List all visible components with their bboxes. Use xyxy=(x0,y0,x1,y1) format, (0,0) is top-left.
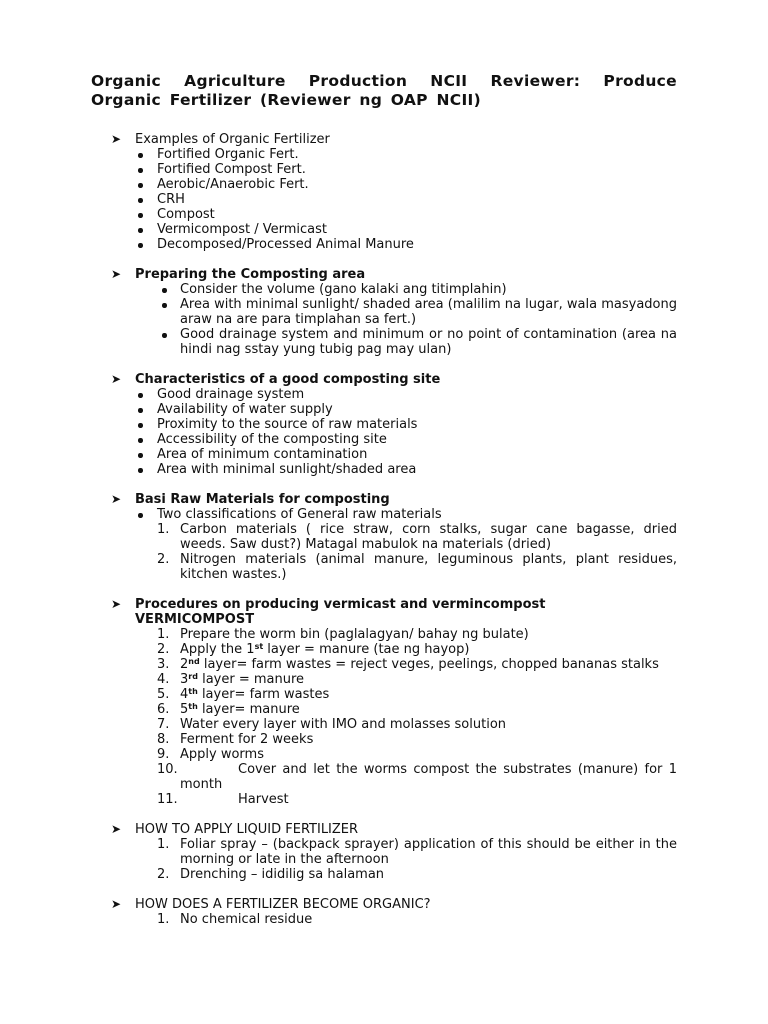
bullet-dot-icon xyxy=(138,228,143,233)
bullet-list xyxy=(91,507,677,522)
section-title: ➤ Examples of Organic Fertilizer xyxy=(111,132,330,147)
list-item: 1. Carbon materials ( rice straw, corn stalks, sugar cane bagasse, dried weeds. Saw dust?) Matagal mabulok na materials (dried) xyxy=(157,522,677,552)
section-title: ➤ Characteristics of a good composting site xyxy=(111,372,441,387)
section-subtitle: VERMICOMPOST xyxy=(135,612,255,627)
bullet-dot-icon xyxy=(138,453,143,458)
bullet-dot-icon xyxy=(138,393,143,398)
bullet-dot-icon xyxy=(138,243,143,248)
list-item: Decomposed/Processed Animal Manure xyxy=(91,237,677,252)
list-item: 9. Apply worms xyxy=(157,747,264,762)
arrow-bullet-icon: ➤ xyxy=(111,267,122,281)
arrow-bullet-icon: ➤ xyxy=(111,372,122,386)
list-item: 10. Cover and let the worms compost the substrates (manure) for 1 month xyxy=(157,762,677,792)
list-item: 3. 2nd layer= farm wastes = reject veges, peelings, chopped bananas stalks xyxy=(157,657,659,672)
document-title: Organic Agriculture Production NCII Reviewer: Produce Organic Fertilizer (Reviewer ng OAP NCII) xyxy=(91,72,677,109)
bullet-dot-icon xyxy=(138,423,143,428)
bullet-list xyxy=(91,147,677,252)
arrow-bullet-icon: ➤ xyxy=(111,822,122,836)
list-item: Aerobic/Anaerobic Fert. xyxy=(91,177,677,192)
list-item: Area with minimal sunlight/shaded area xyxy=(91,462,677,477)
section-characteristics xyxy=(91,372,677,477)
arrow-bullet-icon: ➤ xyxy=(111,897,122,911)
bullet-dot-icon xyxy=(138,408,143,413)
list-item: 4. 3rd layer = manure xyxy=(157,672,305,687)
list-item: Proximity to the source of raw materials xyxy=(91,417,677,432)
bullet-dot-icon xyxy=(138,153,143,158)
section-title: ➤ Basi Raw Materials for composting xyxy=(111,492,390,507)
arrow-bullet-icon: ➤ xyxy=(111,597,122,611)
list-item: Area with minimal sunlight/ shaded area (malilim na lugar, wala masyadong araw na are para timplahan sa fert.) xyxy=(91,297,677,327)
section-raw-materials xyxy=(91,492,677,582)
bullet-list xyxy=(91,282,677,357)
bullet-dot-icon xyxy=(138,168,143,173)
section-title: ➤ HOW DOES A FERTILIZER BECOME ORGANIC? xyxy=(111,897,431,912)
bullet-dot-icon xyxy=(138,213,143,218)
bullet-dot-icon xyxy=(138,183,143,188)
list-item: 2. Drenching – ididilig sa halaman xyxy=(157,867,385,882)
list-item: Area of minimum contamination xyxy=(91,447,677,462)
numbered-list xyxy=(91,522,677,582)
section-organic xyxy=(91,897,677,927)
list-item: 1. Foliar spray – (backpack sprayer) application of this should be either in the morning or late in the afternoon xyxy=(157,837,677,867)
numbered-list xyxy=(91,837,677,882)
list-item: 2. Nitrogen materials (animal manure, leguminous plants, plant residues, kitchen wastes.) xyxy=(157,552,677,582)
list-item: 1. No chemical residue xyxy=(157,912,313,927)
section-title: ➤ Preparing the Composting area xyxy=(111,267,366,282)
list-item: Two classifications of General raw materials xyxy=(91,507,677,522)
arrow-bullet-icon: ➤ xyxy=(111,492,122,506)
section-title: ➤ Procedures on producing vermicast and vermincompost xyxy=(111,597,546,612)
list-item: Good drainage system xyxy=(91,387,677,402)
arrow-bullet-icon: ➤ xyxy=(111,132,122,146)
list-item: Compost xyxy=(91,207,677,222)
bullet-dot-icon xyxy=(138,513,143,518)
section-preparing xyxy=(91,267,677,357)
list-item: 11. Harvest xyxy=(157,792,289,807)
list-item: 7. Water every layer with IMO and molasses solution xyxy=(157,717,507,732)
section-examples xyxy=(91,132,677,252)
list-item: 1. Prepare the worm bin (paglalagyan/ bahay ng bulate) xyxy=(157,627,529,642)
list-item: Good drainage system and minimum or no point of contamination (area na hindi nag sstay yung tubig pag may ulan) xyxy=(91,327,677,357)
list-item: 8. Ferment for 2 weeks xyxy=(157,732,314,747)
numbered-list xyxy=(91,627,677,807)
list-item: 5. 4th layer= farm wastes xyxy=(157,687,330,702)
bullet-dot-icon xyxy=(138,468,143,473)
list-item: Fortified Compost Fert. xyxy=(91,162,677,177)
list-item: Vermicompost / Vermicast xyxy=(91,222,677,237)
list-item: Fortified Organic Fert. xyxy=(91,147,677,162)
list-item: Consider the volume (gano kalaki ang titimplahin) xyxy=(91,282,677,297)
bullet-dot-icon xyxy=(162,288,167,293)
list-item: Availability of water supply xyxy=(91,402,677,417)
bullet-dot-icon xyxy=(138,198,143,203)
bullet-list xyxy=(91,387,677,477)
bullet-dot-icon xyxy=(162,333,167,338)
bullet-dot-icon xyxy=(162,303,167,308)
list-item: 2. Apply the 1st layer = manure (tae ng hayop) xyxy=(157,642,470,657)
bullet-dot-icon xyxy=(138,438,143,443)
section-procedures xyxy=(91,597,677,807)
numbered-list xyxy=(91,912,677,927)
section-liquid-fertilizer xyxy=(91,822,677,882)
section-title: ➤ HOW TO APPLY LIQUID FERTILIZER xyxy=(111,822,359,837)
list-item: CRH xyxy=(91,192,677,207)
list-item: 6. 5th layer= manure xyxy=(157,702,300,717)
list-item: Accessibility of the composting site xyxy=(91,432,677,447)
